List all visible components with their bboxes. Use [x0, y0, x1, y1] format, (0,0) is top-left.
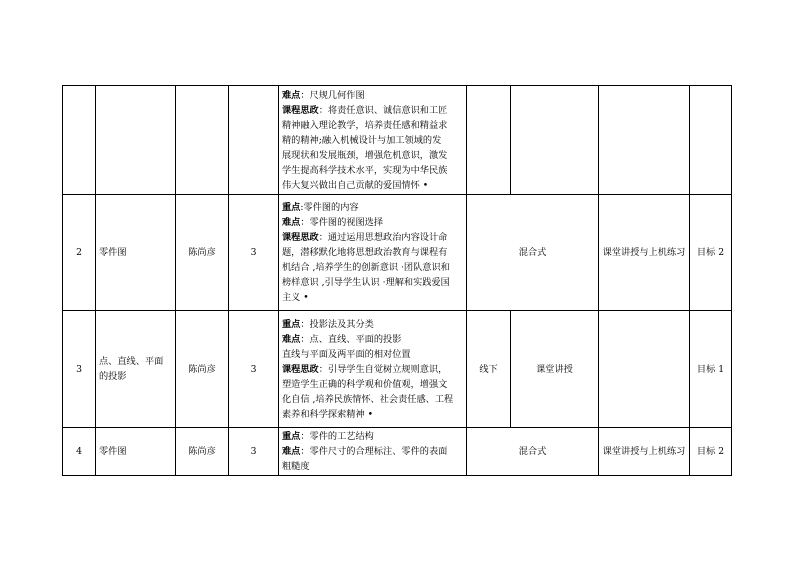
teacher-cell: 陈尚彦: [176, 311, 229, 428]
hours-cell: 3: [229, 311, 279, 428]
row-number-cell: 2: [63, 195, 96, 311]
content-line: 难点：零件尺寸的合理标注、零件的表面: [282, 446, 448, 457]
hours-cell: [229, 86, 279, 195]
content-line: 难点：零件图的视图选择: [282, 217, 384, 228]
table-row: [63, 311, 732, 428]
row-number-cell: 4: [63, 428, 96, 476]
teacher-cell: [176, 86, 229, 195]
chapter-cell: 点、直线、平面的投影: [96, 311, 176, 428]
content-line: 粗糙度: [282, 461, 310, 472]
content-cell: [279, 86, 467, 195]
mode-cell: 线下: [467, 311, 511, 428]
row-number-cell: [63, 86, 96, 195]
content-line: 难点：点、直线、平面的投影: [282, 333, 402, 345]
content-line: 学生提高科学技术水平，实现为中华民族: [282, 164, 448, 176]
content-line: 塑造学生正确的科学观和价值观，增强文: [282, 378, 448, 390]
teacher-cell: 陈尚彦: [176, 428, 229, 476]
content-line: 难点：尺规几何作图: [282, 89, 365, 101]
method-cell-2: [599, 86, 690, 195]
content-cell: [279, 311, 467, 428]
method-cell: 课堂讲授与上机练习: [599, 428, 690, 476]
content-cell: [279, 428, 467, 476]
teacher-cell: 陈尚彦: [176, 195, 229, 311]
content-line: 榜样意识 ,引导学生认识 ·理解和实践爱国: [282, 277, 450, 288]
content-line: 题，潜移默化地将思想政治教育与课程有: [282, 247, 448, 258]
method-cell-2: [599, 311, 690, 428]
mode-cell: 混合式: [467, 428, 599, 476]
goal-cell: 目标 1: [690, 311, 732, 428]
method-cell: 课堂讲授与上机练习: [599, 195, 690, 311]
hours-cell: 3: [229, 428, 279, 476]
content-line: 精的精神;融入机械设计与加工领域的发: [282, 134, 442, 146]
course-schedule-table: [62, 85, 732, 476]
content-line: 重点:零件图的内容: [282, 202, 359, 213]
goal-cell: 目标 2: [690, 195, 732, 311]
table-row: [63, 86, 732, 195]
content-line: 化自信 ,培养民族情怀、社会责任感、工程: [282, 393, 454, 405]
content-line: 课程思政：通过运用思想政治内容设计命: [282, 232, 448, 243]
content-line: 伟大复兴做出自己贡献的爱国情怀 •: [282, 179, 429, 191]
hours-cell: 3: [229, 195, 279, 311]
content-line: 素养和科学探索精神 •: [282, 408, 374, 420]
method-cell: [511, 86, 599, 195]
method-cell: 课堂讲授: [511, 311, 599, 428]
content-line: 课程思政：将责任意识、诚信意识和工匠: [282, 104, 448, 116]
mode-cell: 混合式: [467, 195, 599, 311]
content-line: 精神融入理论教学，培养责任感和精益求: [282, 119, 448, 131]
content-line: 展现状和发展瓶颈，增强危机意识，激发: [282, 149, 448, 161]
content-line: 主义 •: [282, 292, 309, 303]
content-line: 课程思政：引导学生自觉树立规则意识，: [282, 363, 448, 375]
goal-cell: 目标 2: [690, 428, 732, 476]
chapter-cell: [96, 86, 176, 195]
content-line: 机结合 ,培养学生的创新意识 ·团队意识和: [282, 262, 450, 273]
row-number-cell: 3: [63, 311, 96, 428]
content-cell: [279, 195, 467, 311]
chapter-cell: 零件图: [96, 428, 176, 476]
mode-cell: [467, 86, 511, 195]
content-line: 重点：投影法及其分类: [282, 318, 374, 330]
table-row: [63, 195, 732, 311]
content-line: 直线与平面及两平面的相对位置: [282, 348, 411, 360]
goal-cell: [690, 86, 732, 195]
chapter-cell: 零件图: [96, 195, 176, 311]
content-line: 重点：零件的工艺结构: [282, 431, 374, 442]
table-row: [63, 428, 732, 476]
